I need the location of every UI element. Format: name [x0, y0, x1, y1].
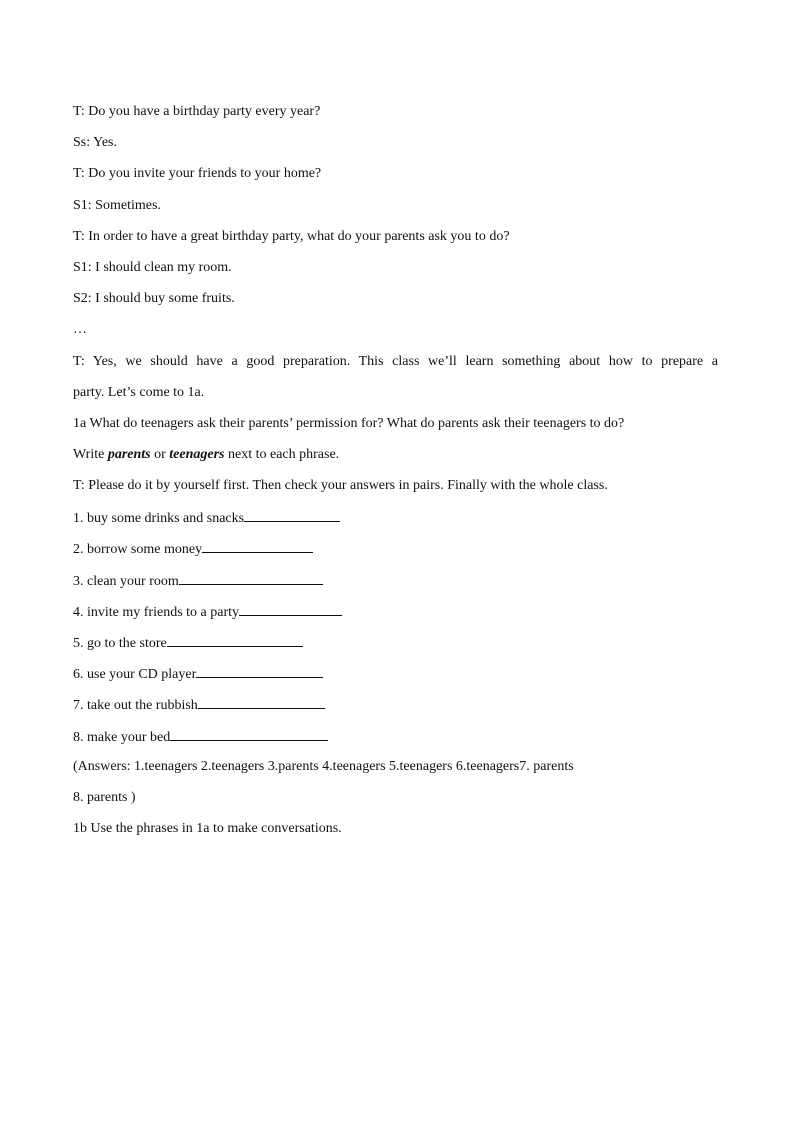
task-1a-question: 1a What do teenagers ask their parents’ permission for? What do parents ask their teenagers to do? — [73, 415, 625, 431]
dialogue-line: S1: Sometimes. — [73, 197, 161, 213]
exercise-item — [73, 570, 718, 601]
dialogue-line: T: Do you have a birthday party every year? — [73, 104, 321, 119]
word-parents: parents — [107, 446, 151, 462]
dialogue-line: T: Do you invite your friends to your home? — [73, 166, 322, 182]
answer-blank[interactable] — [167, 632, 303, 647]
task-1a-instruction: T: Please do it by yourself first. Then check your answers in pairs. Finally with the whole class. — [73, 478, 608, 494]
answer-blank[interactable] — [244, 507, 340, 522]
exercise-item — [73, 726, 718, 757]
item-text: 6. use your CD player — [73, 667, 197, 683]
item-text: 8. make your bed — [73, 729, 171, 745]
item-text: 2. borrow some money — [73, 542, 203, 558]
dialogue-line: Ss: Yes. — [73, 135, 117, 151]
dialogue-line: S1: I should clean my room. — [73, 259, 232, 275]
word-or: or — [150, 446, 170, 462]
exercise-item — [73, 694, 718, 725]
preparation-line-2: party. Let’s come to 1a. — [73, 384, 205, 400]
dialogue-line: S2: I should buy some fruits. — [73, 291, 235, 307]
write-suffix: next to each phrase. — [224, 446, 340, 462]
dialogue-line: T: In order to have a great birthday party, what do your parents ask you to do? — [73, 228, 510, 244]
lesson-content — [73, 102, 718, 850]
answer-blank[interactable] — [196, 663, 323, 678]
answer-blank[interactable] — [239, 601, 342, 616]
answer-blank[interactable] — [202, 538, 313, 553]
word-teenagers: teenagers — [169, 446, 225, 462]
answer-blank[interactable] — [170, 726, 328, 741]
ellipsis-line: … — [73, 322, 87, 338]
answers-line-2: 8. parents ) — [73, 789, 136, 805]
item-text: 7. take out the rubbish — [73, 698, 198, 714]
exercise-item — [73, 538, 718, 569]
item-text: 5. go to the store — [73, 636, 167, 651]
exercise-item — [73, 663, 718, 694]
exercise-item — [73, 632, 718, 663]
answers-line-1: (Answers: 1.teenagers 2.teenagers 3.parents 4.teenagers 5.teenagers 6.teenagers7. parents — [73, 758, 574, 774]
exercise-item — [73, 507, 718, 538]
item-text: 1. buy some drinks and snacks — [73, 511, 245, 527]
write-prefix: Write — [73, 446, 108, 462]
preparation-line-1: T: Yes, we should have a good preparation. This class we’ll learn something about how to prepare a — [73, 353, 718, 369]
answer-blank[interactable] — [179, 570, 323, 585]
item-text: 4. invite my friends to a party — [73, 604, 240, 620]
task-1b: 1b Use the phrases in 1a to make conversations. — [73, 821, 342, 837]
exercise-item — [73, 601, 718, 632]
task-1a-write — [73, 445, 718, 476]
item-text: 3. clean your room — [73, 573, 179, 589]
answer-blank[interactable] — [198, 694, 325, 709]
